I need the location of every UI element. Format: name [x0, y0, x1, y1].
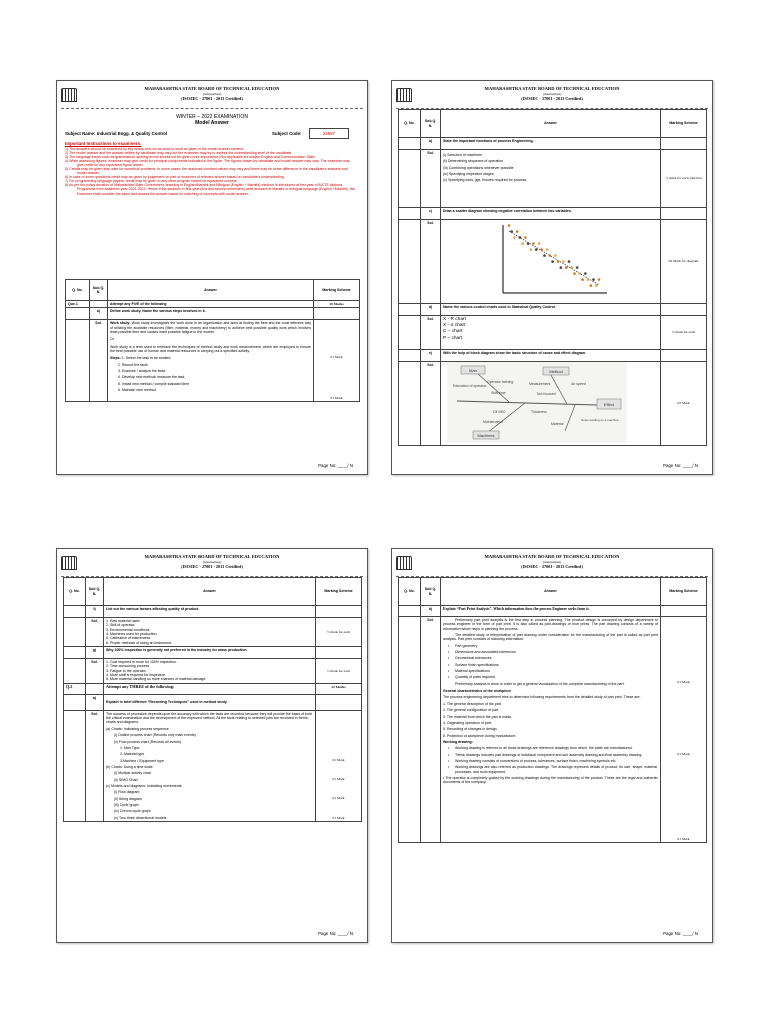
sub-question-text: Explain in brief different “Recording Techniques” used in method study. [104, 694, 316, 710]
question-marks: 12 Marks [316, 683, 362, 694]
answer-line: 2. Material type [120, 752, 145, 757]
col-scheme: Marking Scheme [661, 110, 707, 138]
question-marks: 10 Marks [314, 301, 360, 308]
solution-label: Sol. [421, 617, 441, 843]
mark-label: 01 Mark [677, 752, 690, 757]
col-qno: Q. No. [64, 578, 86, 606]
answer-line: 4. Machines used for production. [106, 632, 158, 637]
subject-name: Subject Name: Industrial Engg. & Quality Control [65, 131, 168, 136]
scatter-point [579, 272, 582, 275]
answer-line: 6. Proper methods of using an instrument. [106, 640, 173, 645]
answer-cell [441, 617, 661, 843]
bullet-item: • Quantity of parts required [443, 675, 658, 679]
question-number: Q.2 [64, 683, 86, 694]
bullet-item: • Working drawing consists of conventions of process, tolerances, surface finish, machining symbols etc. [443, 759, 658, 763]
answer-cell [104, 659, 316, 684]
page-header [392, 553, 712, 575]
answer-line: 5. Calibration of instruments. [106, 636, 152, 641]
page-number: Page No: ____/ N [318, 463, 353, 468]
col-qno: Q. No. [399, 578, 421, 606]
answer-line: 3. Fatigue to the operator. [106, 668, 147, 673]
scatter-point [535, 248, 538, 251]
answer-line: (i) Flow diagram [114, 790, 140, 795]
instruction-item: 5) Credits may be given step wise for numerical problems. In some cases, the assumed constant values may vary and there may be some difference in the candidate's answers and model answer. [65, 167, 348, 176]
scatter-point [530, 248, 533, 251]
scatter-point [576, 266, 579, 269]
table-row [399, 138, 707, 150]
answer-paragraph: The process engineering department tries to determine following requirements from the detailed study of part print. These are: [443, 695, 641, 700]
scatter-point [524, 236, 527, 239]
board-name: MAHARASHTRA STATE BOARD OF TECHNICAL EDUCATION [144, 554, 280, 559]
instructions-title: Important Instructions to examiners: [65, 141, 142, 146]
solution-label: Sol. [421, 362, 441, 446]
sub-question-text: With the help of block diagram show the basic structure of cause and effect diagram. [441, 350, 661, 362]
page-number: Page No: ____/ N [663, 931, 698, 936]
table-row [399, 150, 707, 208]
answer-line: 5. Install new method / compile standard time [118, 381, 190, 386]
answer-table [65, 279, 360, 402]
sub-question-number: f) [86, 606, 104, 618]
scatter-point [516, 230, 519, 233]
sub-question-number: b) [421, 606, 441, 617]
table-row [64, 618, 362, 647]
cause-label: Operator training [487, 380, 514, 384]
answer-line: 2. Time consuming process. [106, 664, 151, 669]
answer-line: (v) Two-three dimentional models [114, 815, 167, 820]
cause-label: Oil NEC [493, 410, 506, 414]
answer-line: 5. Recording of changes in design. [443, 727, 498, 732]
cause-label: Not focused [537, 392, 556, 396]
page-4 [391, 548, 713, 943]
col-subq: Sub Q. N. [90, 280, 108, 301]
mark-label: 01 Mark [330, 355, 343, 360]
subject-code-label: Subject Code: [272, 131, 302, 136]
table-header-row [399, 578, 707, 606]
col-answer: Answer [441, 110, 661, 138]
scatter-point [540, 248, 543, 251]
scatter-point [581, 278, 584, 281]
solution-label: Sol. [421, 316, 441, 350]
solution-label: Sol. [421, 150, 441, 208]
instruction-item: 7) For programming language papers, credit may be given to any other program based on equivalent concept. [65, 179, 238, 184]
method-label: Method [549, 369, 563, 374]
bullet-item: • Geometrical tolerances [443, 656, 658, 660]
scatter-point [554, 254, 557, 257]
mark-label: 02 Mark for diagram [661, 220, 707, 304]
answer-line: 4. More staff is required for inspection. [106, 673, 167, 678]
sub-question-number: b) [421, 138, 441, 150]
board-name: MAHARASHTRA STATE BOARD OF TECHNICAL EDUCATION [144, 86, 280, 91]
answer-line: 3. The material from which the part is made. [443, 714, 513, 719]
answer-paragraph: Work study is a term used to embrace the techniques of method study and work measurement, which are employed to ensure the best possible use of human and material resources in carrying out a specified activity. [110, 344, 311, 354]
answer-line: X - σ chart [443, 323, 466, 329]
table-row [399, 606, 707, 617]
col-subq: Sub Q. N. [86, 578, 104, 606]
bullet-item: • Dimensions and associated tolerences [443, 650, 658, 654]
scatter-point [570, 266, 573, 269]
answer-line: (i) Outline process chart (Records only main events) [114, 733, 196, 738]
answer-table [63, 577, 362, 822]
col-scheme: Marking Scheme [316, 578, 362, 606]
page-3 [56, 548, 368, 943]
answer-line: (ii) Determining sequence of operation [443, 159, 504, 164]
answer-cell [441, 220, 661, 304]
sub-question-text: Why 100% inspection is generally not preferred in the industry for mass production. [104, 647, 316, 659]
col-answer: Answer [104, 578, 316, 606]
bullet-item: • Working drawings are also referred as production drawings. The drawings represent details of product, its size, shape, material, processes, and tools equipment. [443, 765, 658, 774]
scatter-diagram [495, 221, 615, 299]
section-title: Working drawing: [443, 739, 473, 744]
col-answer: Answer [441, 578, 661, 606]
answer-line: (v) Specifying tools, jigs, fixtures required for process. [443, 178, 528, 183]
answer-line: P – chart [443, 335, 463, 341]
answer-line: 6. Maintain new method. [118, 388, 157, 393]
cause-label: Education of operator [453, 384, 487, 388]
table-row [64, 647, 362, 659]
table-row [64, 606, 362, 618]
sub-question-number: a) [90, 308, 108, 320]
sub-question-number: g) [86, 647, 104, 659]
table-row [66, 301, 360, 308]
table-row [399, 617, 707, 843]
page-header [392, 85, 712, 107]
question-text: Attempt any THREE of the following: [104, 683, 316, 694]
answer-line: 5. More material handling so more chances of material damage. [106, 677, 207, 682]
page-1 [56, 80, 368, 475]
solution-label: Sol. [86, 710, 104, 821]
effect-label: Effect [603, 402, 615, 407]
answer-cell [441, 316, 661, 350]
answer-cell [441, 362, 661, 446]
autonomous-label: (Autonomous) [542, 560, 562, 564]
scatter-point [557, 260, 560, 263]
scatter-point [519, 236, 522, 239]
mark-label: ½ mark for each function [661, 150, 707, 208]
answer-line: 4. Develop new method/ measure the task [118, 375, 185, 380]
sub-question-text: Explain “Part Print Analysis”. Which information does the process Engineer seeks from it. [441, 606, 661, 617]
scatter-point [595, 284, 598, 287]
solution-label: Sol. [90, 320, 108, 402]
instructions-list [65, 147, 355, 196]
answer-line: Steps: 1. Select the task to be studied. [110, 356, 172, 361]
scatter-point [592, 278, 595, 281]
table-row [399, 362, 707, 446]
question-number: Que.1 [66, 301, 90, 308]
scatter-point [560, 266, 563, 269]
answer-cell [108, 320, 314, 402]
instruction-item: 4) While assessing figures, examiner may give credit for principal components indicated in the figure. The figures drawn by candidate and model answer may vary. The examiner may give credit for any equivalent figure drawn. [65, 159, 350, 168]
col-answer: Answer [108, 280, 314, 301]
scatter-point [565, 266, 568, 269]
page-header [57, 85, 367, 107]
answer-line: (c) Models and diagrams: Indicating movements [106, 783, 182, 788]
answer-line: 1. Cost required is more for 100% inspection. [106, 660, 177, 665]
col-scheme: Marking Scheme [314, 280, 360, 301]
cause-effect-diagram [447, 362, 627, 444]
autonomous-label: (Autonomous) [202, 92, 222, 96]
page-number: Page No: ____/ N [318, 931, 353, 936]
sub-question-number: a) [86, 694, 104, 710]
scatter-point [521, 242, 524, 245]
scatter-point [562, 260, 565, 263]
certified-label: (ISO/IEC - 27001 - 2013 Certified) [521, 564, 583, 569]
answer-line: C – chart [443, 329, 463, 335]
col-scheme: Marking Scheme [661, 578, 707, 606]
sub-question-text: State the important functions of process Engineering. [441, 138, 661, 150]
scatter-point [543, 254, 546, 257]
answer-line: 6. Protection of workpiece during manufacture. [443, 733, 517, 738]
answer-line: (ii) String diagram [114, 796, 142, 801]
table-header-row [66, 280, 360, 301]
answer-paragraph: Preliminary analysis is done in order to get a general visualization of the complete manufacturing of the part. [455, 681, 625, 686]
scatter-point [513, 236, 516, 239]
term-label: Work study: [110, 321, 131, 326]
exam-title: WINTER – 2022 EXAMINATION [176, 114, 248, 120]
answer-paragraph: The detailed study or interpretation of part drawing under consideration for the manufacturing of the part is called as part print analysis. Part print consists of following information: [443, 633, 658, 642]
scatter-point [590, 284, 593, 287]
mark-label: 01 Mark [677, 836, 690, 841]
answer-table [398, 109, 707, 446]
scatter-point [532, 242, 535, 245]
scatter-point [546, 248, 549, 251]
mark-label: ½ mark for each [316, 618, 362, 647]
answer-table [398, 577, 707, 843]
answer-line: (iii) Cycle graph [114, 802, 139, 807]
answer-line: 2. The general configuration of part. [443, 708, 500, 713]
autonomous-label: (Autonomous) [202, 560, 222, 564]
answer-line: (ii) SIMO Chart [114, 777, 138, 782]
board-name: MAHARASHTRA STATE BOARD OF TECHNICAL EDUCATION [484, 554, 620, 559]
mark-label: 01 Mark [332, 796, 345, 801]
sub-question-number: e) [421, 350, 441, 362]
scatter-point [508, 224, 511, 227]
table-row [64, 694, 362, 710]
bullet-item: • Material specifications [443, 669, 658, 673]
scatter-point [551, 260, 554, 263]
answer-paragraph: Preliminary part print analysis is the first step in process planning. The product design is conveyed by design department to process engineer in the form of part print. It is also called as part-drawings or blue prints. The part drawing consists of a variety of information which helps in planning the process. [443, 618, 658, 631]
col-qno: Q. No. [399, 110, 421, 138]
col-subq: Sub Q. N. [421, 578, 441, 606]
solution-label: Sol. [86, 659, 104, 684]
answer-line: (ii) Flow process chart (Records all events) [114, 739, 182, 744]
instruction-item: 8) As per the policy decision of Maharashtra State Government, teaching in English/Marathi and Bilingual (English + Marathi) medium is introduced at first year of AICTE diploma Programme from academic year 2021-2022. Hence if the students in first year (first and second semesters) write answers in Marathi or bilingual language (English +Marathi), the Examiner shall consider the same and assess the answer based on matching of concepts with model answer. [65, 183, 355, 196]
table-row [66, 308, 360, 320]
answer-line: 1. Man Type [120, 745, 140, 750]
answer-line: 2. Skill of operator. [106, 623, 136, 628]
answer-line: (iv) Chrono cycle graph [114, 809, 151, 814]
col-subq: Sub Q. N. [421, 110, 441, 138]
table-header-row [64, 578, 362, 606]
answer-line: (b) Charts: Using a time scale [106, 764, 153, 769]
answer-line: (i) Selection of machines [443, 153, 482, 157]
marking-cell [316, 710, 362, 821]
table-row [64, 683, 362, 694]
certified-label: (ISO/IEC - 27001 - 2013 Certified) [521, 96, 583, 101]
answer-paragraph: • The operator is completely guided by the working drawings during the manufacturing of the product. These are the legal and authentic documents of the company. [443, 775, 658, 785]
cause-label: Material [551, 422, 564, 426]
scatter-point [598, 278, 601, 281]
sub-question-number: c) [421, 208, 441, 220]
autonomous-label: (Autonomous) [542, 92, 562, 96]
mark-label: 01 Mark [332, 815, 345, 820]
machines-label: Machines [477, 433, 495, 438]
header-divider [61, 108, 363, 109]
bullet-item: • Surface finish specifications [443, 663, 658, 667]
mark-label: 01 Mark [677, 680, 690, 684]
instruction-item: 3) The language errors such as grammatical, spelling errors should not be given more Importance (Not applicable for subject English and Communication Skills. [65, 155, 316, 160]
cause-label: Thickness [531, 410, 547, 414]
answer-line: 3. Examine / analyze the facts [118, 369, 166, 374]
answer-line: 4. Originating operation of part. [443, 720, 492, 725]
answer-line: (a) Charts: Indicating process sequence [106, 726, 169, 731]
table-row [399, 316, 707, 350]
table-row [399, 304, 707, 316]
scatter-point [549, 254, 552, 257]
answer-line: (iv) Specifying inspection stages [443, 172, 494, 177]
certified-label: (ISO/IEC - 27001 - 2013 Certified) [181, 564, 243, 569]
table-row [399, 208, 707, 220]
sub-question-text: Draw a scatter diagram showing negative correlation between two variables. [441, 208, 661, 220]
sub-question-text: Name the various control charts used in Statistical Quality Control. [441, 304, 661, 316]
table-row [66, 320, 360, 402]
mark-label: 01 Mark [330, 395, 343, 400]
bullet-item: • These drawings includes part drawings of individual component and sub assembly drawing and final assembly drawing. [443, 753, 658, 757]
table-row [399, 350, 707, 362]
scatter-point [573, 272, 576, 275]
answer-cell [441, 150, 661, 208]
solution-label: Sol. [421, 220, 441, 304]
answer-line: X - R chart [443, 317, 466, 322]
scatter-point [510, 230, 513, 233]
model-answer-title: Model Answer [195, 120, 229, 126]
scatter-point [584, 272, 587, 275]
mark-label: 01 Mark [332, 777, 345, 782]
answer-or: Or [110, 337, 114, 342]
answer-line: (i) Multiple activity chart [114, 771, 152, 776]
scatter-point [538, 242, 541, 245]
bullet-item: • Part geometry [443, 644, 658, 648]
subject-code-value: 22657 [309, 128, 349, 139]
table-row [399, 220, 707, 304]
marking-cell [661, 617, 707, 843]
mark-label: 02 Mark [661, 362, 707, 446]
sub-question-text: List out the various factors affecting quality of product. [104, 606, 316, 618]
scatter-point [527, 242, 530, 245]
table-row [64, 710, 362, 821]
question-text: Attempt any FIVE of the following [108, 301, 314, 308]
sub-question-number: d) [421, 304, 441, 316]
section-title: General characteristics of the workpiece [443, 689, 512, 694]
answer-line: 3.Machine / Equipment type [120, 758, 164, 763]
man-label: Man [469, 368, 477, 373]
scatter-point [568, 260, 571, 263]
cause-label: Shift time [491, 391, 506, 395]
board-name: MAHARASHTRA STATE BOARD OF TECHNICAL EDUCATION [484, 86, 620, 91]
answer-line: 2. Record the facts [118, 362, 148, 367]
certified-label: (ISO/IEC - 27001 - 2013 Certified) [181, 96, 243, 101]
page-number: Page No: ____/ N [663, 463, 698, 468]
cause-label: Measurement [529, 382, 551, 386]
sub-question-text: Define work study. Name the various steps involved in it. [108, 308, 314, 320]
table-row [64, 659, 362, 684]
answer-cell [104, 618, 316, 647]
trend-line [509, 231, 599, 285]
mark-label: 01 Mark [332, 757, 345, 762]
cause-label: Noise welding on a machine [581, 418, 619, 422]
page-2 [391, 80, 713, 475]
answer-paragraph: The success of procedure depends upon the accuracy with which the facts are recorded because they will provide the basis of both the critical examination and the development of the improved method. All the facts relating to selected jobs are recorded in forms, charts and diagrams. [106, 711, 312, 725]
mark-label: ½ mark for each [316, 659, 362, 684]
cause-label: Maintenance [483, 420, 504, 424]
page-header [57, 553, 367, 575]
answer-line: (iii) Combining operations whenever possible [443, 165, 514, 170]
instruction-item: 2) The model answer and the answer written by candidate may vary but the examiner may try to assess the understanding level of the candidate. [65, 151, 293, 156]
answer-line: 1. The general description of the part. [443, 701, 502, 706]
cause-label: Air speed [571, 382, 586, 386]
answer-line: 1. Raw material used. [106, 619, 141, 623]
solution-label: Sol. [86, 618, 104, 647]
instruction-item: 6) In case of some questions credit may be given by judgement on part of examiner of relevant answer based on candidate's understanding. [65, 175, 285, 180]
scatter-point [587, 278, 590, 281]
marking-cell [314, 320, 360, 402]
mark-label: ½ mark for each [661, 316, 707, 350]
answer-line: 3. Environmental conditions [106, 627, 150, 632]
answer-paragraph: Work study: Work study investigates the work done in an organization and aims at finding the best and the most effective way of utilizing the available resources (Men, material, money and machinery) to achieve best possible quality work which involves least possible time and causes least possible fatigue to the worker. [110, 321, 311, 335]
instruction-item: 1) The answers should be examined by key words and not as word-to-word as given in the model answer scheme. [65, 147, 245, 151]
answer-cell [104, 710, 316, 821]
bullet-item: • Working drawing is referred to all those drawings are reference drawings from which, the parts are manufactured. [443, 746, 658, 750]
table-header-row [399, 110, 707, 138]
col-qno: Q. No. [66, 280, 90, 301]
